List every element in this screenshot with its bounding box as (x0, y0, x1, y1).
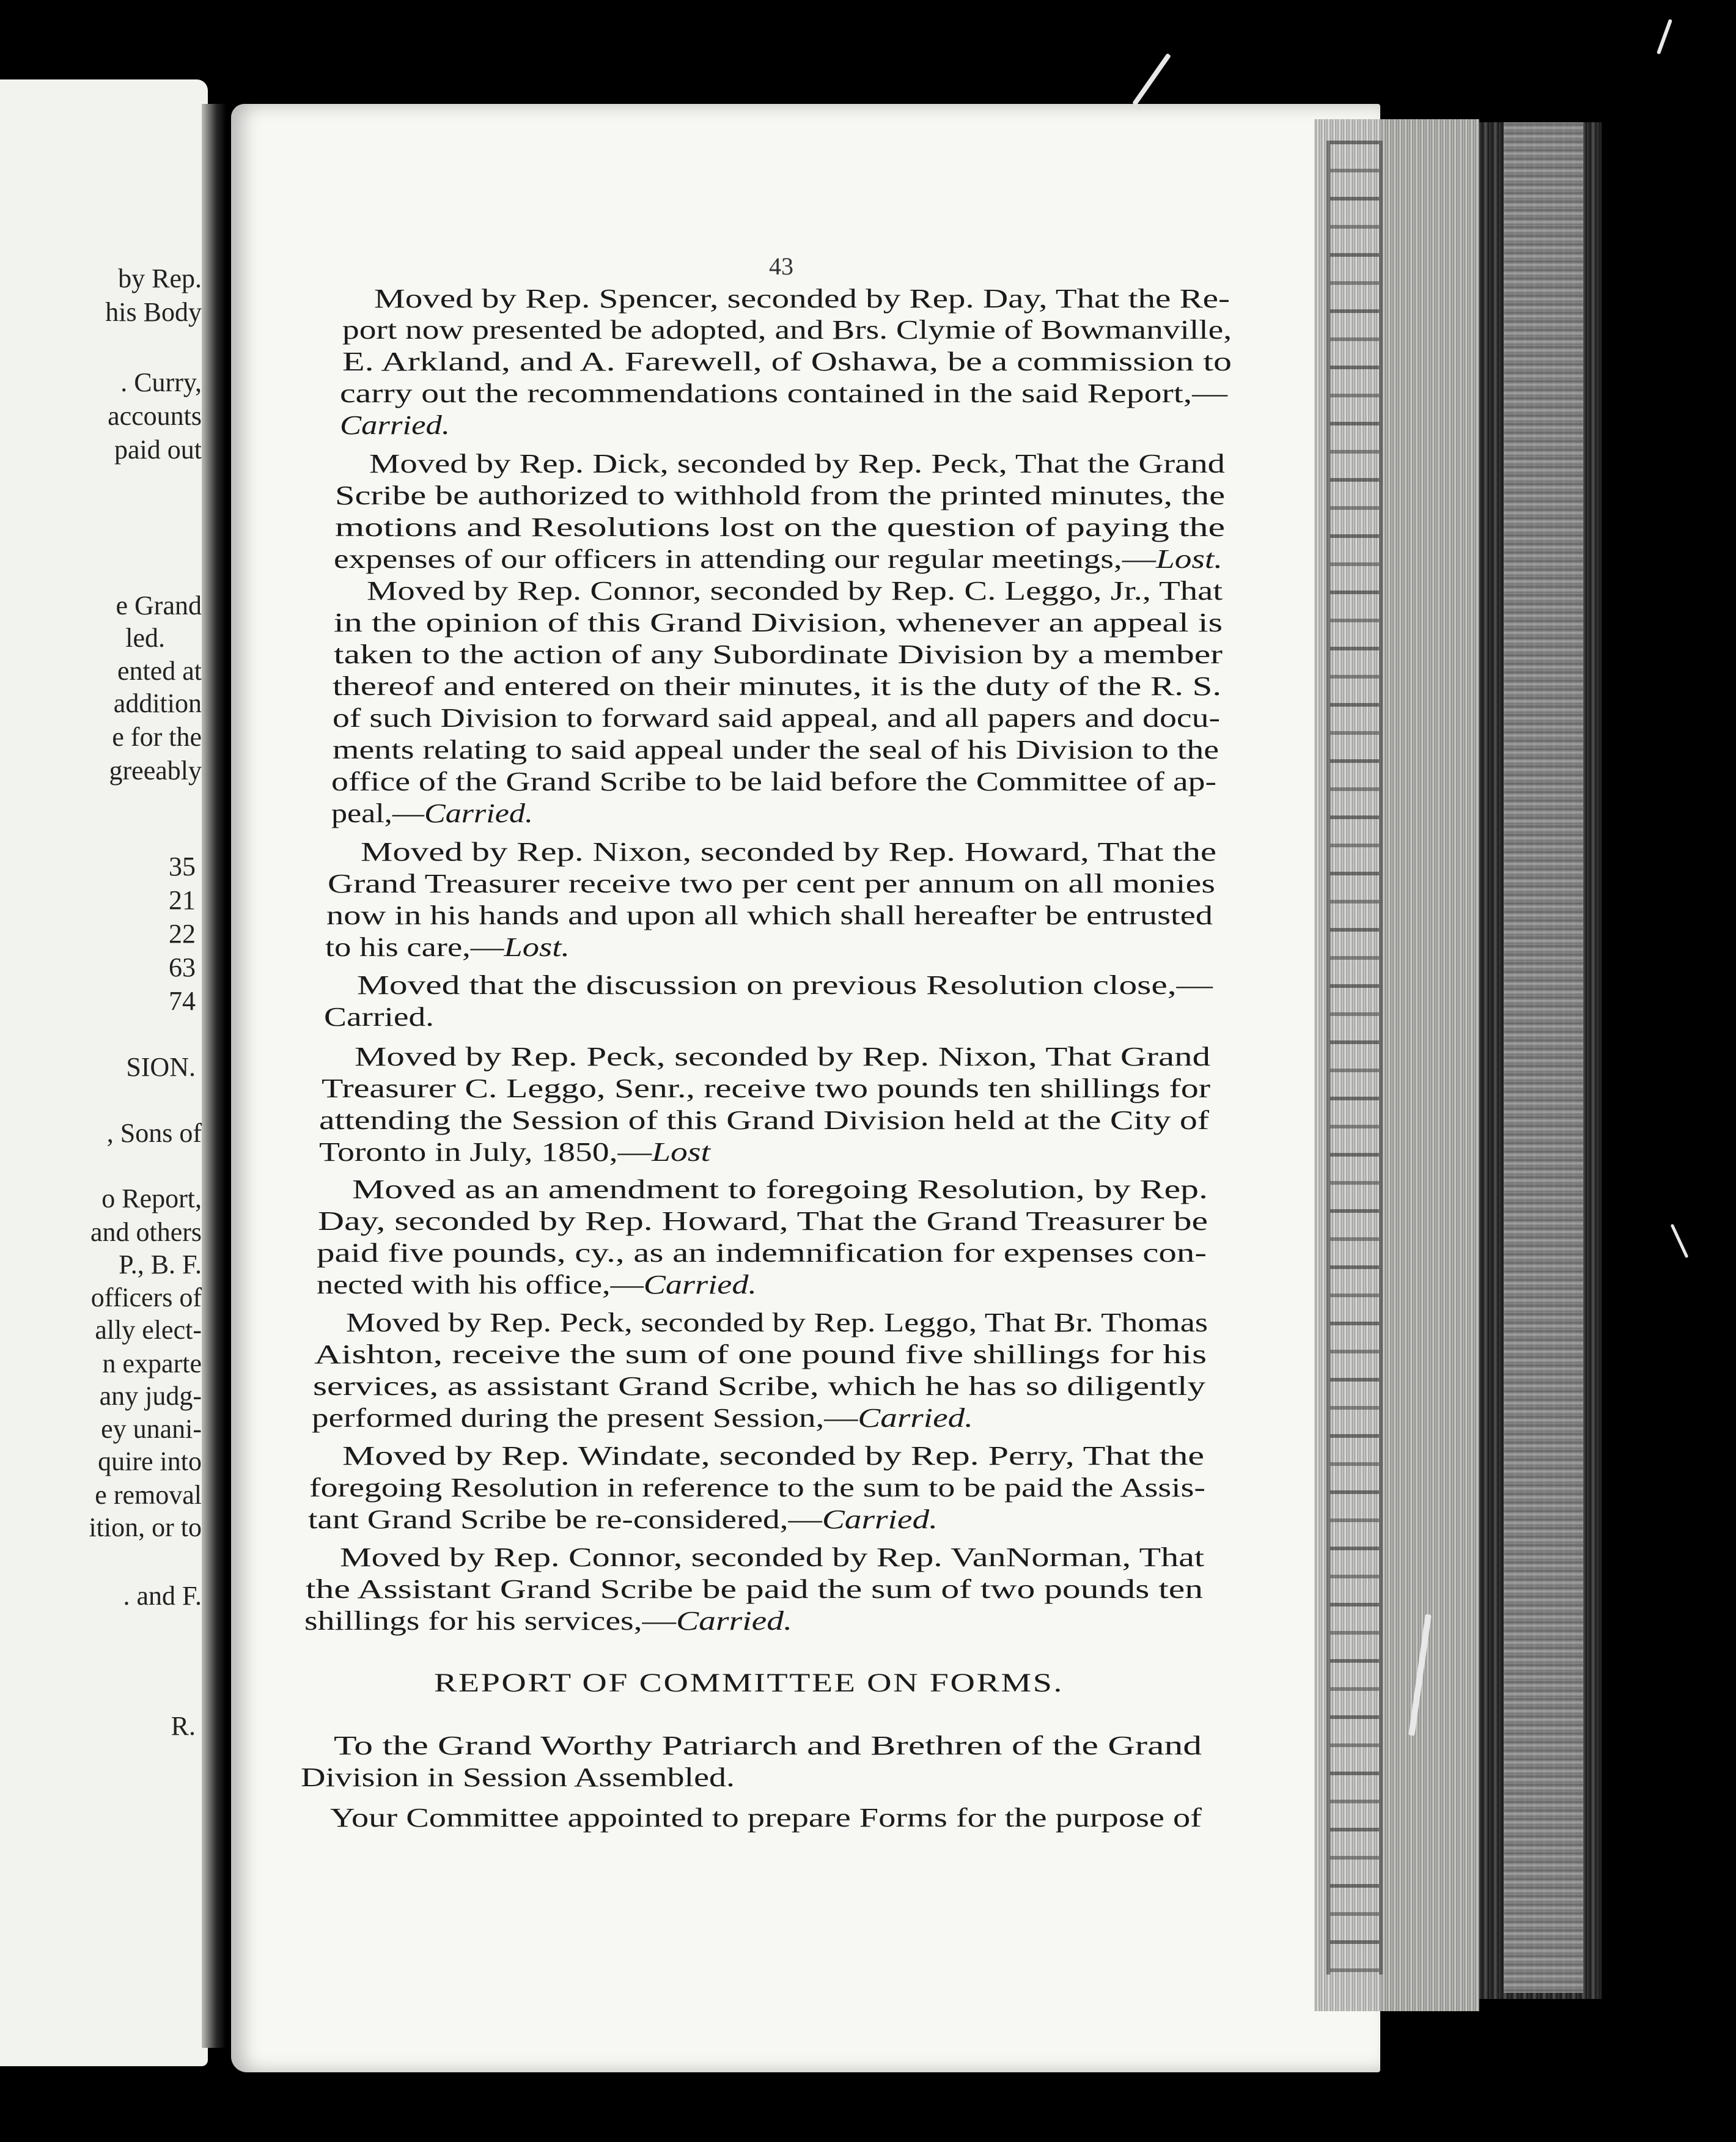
body-text-line: Aishton, receive the sum of one pound five shillings for his (314, 1339, 1207, 1369)
page-number: 43 (769, 252, 793, 280)
left-text-line: e Grand (116, 591, 202, 620)
body-text-line: Moved by Rep. Peck, seconded by Rep. Leggo, That Br. Thomas (346, 1308, 1208, 1338)
body-text-line: expenses of our officers in attending our regular meetings,—Lost. (334, 544, 1223, 574)
left-text-line: by Rep. (118, 263, 202, 293)
body-text-line: of such Division to forward said appeal, and all papers and docu- (333, 703, 1221, 733)
body-text-line: attending the Session of this Grand Division held at the City of (319, 1105, 1210, 1135)
body-text-line: Carried. (340, 410, 450, 440)
body-text-line: Treasurer C. Leggo, Senr., receive two pounds ten shillings for (322, 1073, 1211, 1103)
body-text-line: motions and Resolutions lost on the question of paying the (335, 512, 1226, 542)
left-text-line: , Sons of (106, 1118, 202, 1148)
body-text-line: foregoing Resolution in reference to the sum to be paid the Assis- (309, 1473, 1205, 1503)
left-text-line: ented at (117, 656, 202, 686)
body-text-line: thereof and entered on their minutes, it is the duty of the R. S. (333, 671, 1222, 701)
book-gutter (202, 104, 226, 2048)
left-text-line: ey unani- (101, 1414, 202, 1444)
left-text-line: officers of (90, 1283, 202, 1312)
body-text-line: Moved by Rep. Nixon, seconded by Rep. Howard, That the (361, 837, 1217, 867)
scan-artifact (1132, 53, 1171, 106)
left-text-line: o Report, (101, 1183, 202, 1213)
left-text-line: 21 (169, 885, 196, 915)
left-text-line: P., B. F. (119, 1250, 202, 1279)
body-text-line: services, as assistant Grand Scribe, which he has so diligently (313, 1371, 1206, 1401)
left-text-line: R. (171, 1711, 196, 1741)
left-text-line: 22 (169, 919, 196, 949)
left-text-line: 63 (169, 952, 196, 982)
body-text-line: Moved by Rep. Windate, seconded by Rep. Perry, That the (342, 1441, 1204, 1471)
left-text-line: paid out (114, 435, 202, 465)
scan-artifact (1671, 1224, 1689, 1258)
body-text-line: to his care,—Lost. (325, 932, 570, 962)
body-text-line: tant Grand Scribe be re-considered,—Carried. (308, 1504, 938, 1534)
body-text-line: Scribe be authorized to withhold from the printed minutes, the (335, 480, 1226, 510)
body-text-line: nected with his office,—Carried. (317, 1270, 757, 1300)
body-text-line: shillings for his services,—Carried. (304, 1606, 792, 1636)
body-text-line: taken to the action of any Subordinate Division by a member (334, 639, 1223, 669)
body-text-line: office of the Grand Scribe to be laid before the Committee of ap- (331, 767, 1217, 797)
body-text-line: paid five pounds, cy., as an indemnification for expenses con- (317, 1238, 1207, 1268)
left-text-line: greeably (109, 756, 202, 786)
left-text-line: 35 (169, 852, 196, 881)
body-text-line: Grand Treasurer receive two per cent per annum on all monies (328, 869, 1215, 899)
left-text-line: addition (113, 688, 202, 718)
body-text-line: Moved as an amendment to foregoing Resolution, by Rep. (352, 1174, 1208, 1204)
body-text-line: E. Arkland, and A. Farewell, of Oshawa, be a commission to (342, 347, 1232, 377)
left-text-line: 74 (169, 986, 196, 1016)
body-text-line: carry out the recommendations contained in the said Report,— (340, 378, 1228, 408)
page-edge-ornament (1326, 141, 1383, 1975)
body-text-line: Moved by Rep. Dick, seconded by Rep. Peck, That the Grand (369, 449, 1226, 479)
body-text-line: Moved by Rep. Spencer, seconded by Rep. Day, That the Re- (374, 284, 1230, 314)
left-text-line: led. (125, 623, 165, 653)
body-text-line: Your Committee appointed to prepare Forms for the purpose of (330, 1803, 1202, 1833)
left-text-line: and others (90, 1217, 202, 1247)
body-text-line: ments relating to said appeal under the seal of his Division to the (333, 735, 1219, 765)
body-text-line: Division in Session Assembled. (301, 1762, 735, 1792)
body-text-line: To the Grand Worthy Patriarch and Brethren of the Grand (334, 1731, 1202, 1761)
body-text-line: Carried. (324, 1002, 435, 1032)
body-text-line: Day, seconded by Rep. Howard, That the Grand Treasurer be (318, 1206, 1208, 1236)
book-block-edge-pages (1504, 122, 1583, 1993)
left-text-line: quire into (98, 1446, 202, 1476)
left-text-line: . and F. (123, 1581, 202, 1611)
body-text-line: Moved that the discussion on previous Resolution close,— (357, 970, 1213, 1000)
body-text-line: Moved by Rep. Peck, seconded by Rep. Nixon, That Grand (355, 1042, 1211, 1072)
left-text-line: . Curry, (120, 367, 202, 397)
left-text-line: e for the (112, 722, 202, 752)
body-text-line: Moved by Rep. Connor, seconded by Rep. C. Leggo, Jr., That (367, 576, 1223, 606)
left-text-line: e removal (95, 1480, 202, 1510)
section-heading: REPORT OF COMMITTEE ON FORMS. (434, 1669, 1064, 1698)
scan-artifact (1657, 19, 1672, 54)
left-text-line: any judg- (99, 1381, 202, 1411)
left-text-line: ition, or to (89, 1512, 202, 1542)
left-text-line: ally elect- (95, 1315, 202, 1345)
left-text-line: his Body (105, 297, 202, 327)
body-text-line: Moved by Rep. Connor, seconded by Rep. VanNorman, That (340, 1542, 1204, 1572)
body-text-line: performed during the present Session,—Carried. (312, 1403, 973, 1433)
body-text-line: now in his hands and upon all which shall hereafter be entrusted (326, 900, 1213, 930)
left-text-line: SION. (126, 1052, 196, 1082)
body-text-line: in the opinion of this Grand Division, whenever an appeal is (334, 608, 1223, 638)
body-text-line: Toronto in July, 1850,—Lost (319, 1137, 710, 1167)
body-text-line: peal,—Carried. (331, 798, 534, 828)
left-text-line: n exparte (102, 1349, 202, 1378)
left-text-line: accounts (108, 401, 202, 431)
body-text-line: port now presented be adopted, and Brs. Clymie of Bowmanville, (342, 315, 1232, 345)
body-text-line: the Assistant Grand Scribe be paid the sum of two pounds ten (306, 1574, 1203, 1604)
